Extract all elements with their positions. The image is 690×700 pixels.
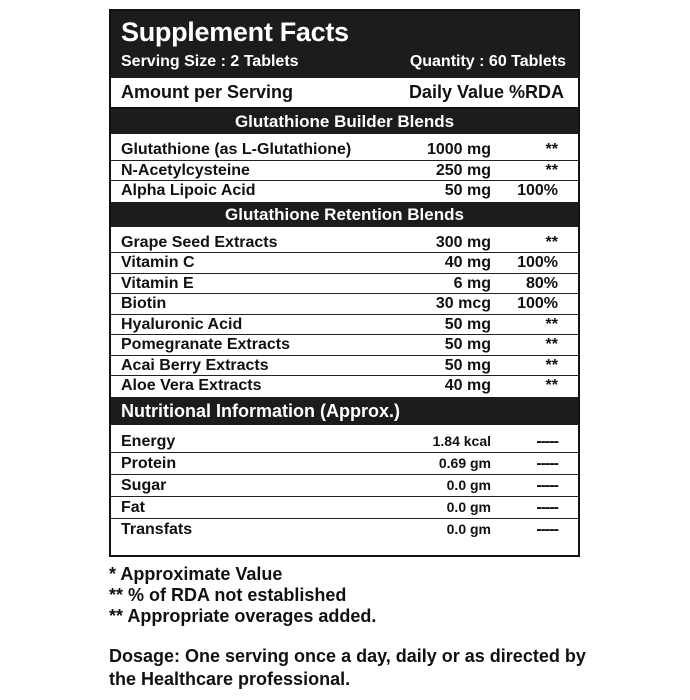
nutrient-dv: ----- (536, 520, 558, 538)
nutrient-amount: 0.0 gm (446, 476, 491, 493)
serving-info (121, 53, 566, 71)
ingredient-name: Hyaluronic Acid (121, 315, 243, 333)
ingredient-amount: 50 mg (444, 315, 491, 333)
table-row (111, 274, 578, 295)
ingredient-name: Pomegranate Extracts (121, 336, 290, 353)
ingredient-amount: 250 mg (435, 161, 491, 179)
ingredient-amount: 300 mg (435, 233, 491, 251)
table-row (111, 253, 578, 274)
footnote: ** % of RDA not established (109, 585, 347, 605)
ingredient-dv: ** (545, 233, 558, 251)
dosage-text: Dosage: One serving once a day, daily or as directed by the Healthcare professional. (109, 646, 586, 689)
ingredient-name: Acai Berry Extracts (121, 356, 269, 374)
footnote: * Approximate Value (109, 564, 283, 584)
ingredient-amount: 50 mg (444, 182, 491, 199)
ingredient-name: Aloe Vera Extracts (121, 377, 262, 394)
ingredient-amount: 50 mg (444, 336, 491, 353)
serving-size: Serving Size : 2 Tablets (121, 53, 299, 70)
ingredient-dv: ** (545, 336, 558, 353)
builder-blends-table (111, 134, 578, 202)
nutrient-amount: 0.0 gm (446, 520, 491, 537)
quantity: Quantity : 60 Tablets (409, 53, 566, 70)
table-row (111, 453, 578, 475)
table-row (111, 356, 578, 377)
nutrient-name: Sugar (121, 476, 167, 494)
supplement-facts-panel (109, 9, 580, 557)
ingredient-dv: 100% (517, 182, 558, 199)
retention-blends-band: Glutathione Retention Blends (111, 202, 578, 227)
nutrient-dv: ----- (536, 498, 558, 516)
nutrient-name: Energy (121, 432, 176, 450)
ingredient-dv: 100% (517, 254, 558, 271)
nutrition-band: Nutritional Information (Approx.) (111, 397, 578, 425)
footnote: ** Appropriate overages added. (109, 606, 377, 626)
nutrient-name: Transfats (121, 520, 193, 538)
ingredient-name: Grape Seed Extracts (121, 233, 278, 251)
amount-per-serving-row (111, 78, 578, 109)
nutrient-name: Protein (121, 454, 177, 472)
table-row (111, 376, 578, 397)
ingredient-amount: 30 mcg (435, 295, 491, 312)
ingredient-dv: 80% (525, 274, 558, 292)
ingredient-dv: ** (545, 161, 558, 179)
ingredient-name: Biotin (121, 295, 167, 312)
table-row (111, 294, 578, 315)
ingredient-dv: ** (545, 315, 558, 333)
table-row (111, 233, 578, 254)
nutrient-amount: 0.69 gm (438, 454, 491, 471)
nutrient-amount: 1.84 kcal (432, 432, 491, 449)
facts-header (111, 11, 578, 78)
daily-value-label: Daily Value %RDA (408, 82, 564, 102)
ingredient-name: Vitamin C (121, 254, 195, 271)
footnotes (109, 564, 376, 627)
ingredient-dv: ** (545, 377, 558, 394)
ingredient-name: Vitamin E (121, 274, 194, 292)
nutrient-dv: ----- (536, 454, 558, 472)
table-row (111, 181, 578, 202)
ingredient-dv: ** (545, 356, 558, 374)
table-row (111, 475, 578, 497)
table-row (111, 315, 578, 336)
nutrition-table (111, 425, 578, 541)
nutrient-amount: 0.0 gm (446, 498, 491, 515)
ingredient-amount: 40 mg (444, 377, 491, 394)
facts-title: Supplement Facts (121, 17, 349, 47)
table-row (111, 431, 578, 453)
nutrient-dv: ----- (536, 476, 558, 494)
table-row (111, 497, 578, 519)
ingredient-dv: ** (545, 141, 558, 158)
table-row (111, 519, 578, 541)
ingredient-amount: 6 mg (453, 274, 491, 292)
ingredient-name: N-Acetylcysteine (121, 161, 250, 179)
ingredient-dv: 100% (517, 295, 558, 312)
builder-blends-band: Glutathione Builder Blends (111, 109, 578, 134)
table-row (111, 335, 578, 356)
amount-per-serving-label: Amount per Serving (121, 82, 294, 102)
nutrient-name: Fat (121, 498, 145, 516)
table-row (111, 161, 578, 182)
retention-blends-table (111, 227, 578, 397)
ingredient-name: Glutathione (as L-Glutathione) (121, 141, 352, 158)
ingredient-amount: 50 mg (444, 356, 491, 374)
ingredient-amount: 1000 mg (426, 141, 491, 158)
ingredient-name: Alpha Lipoic Acid (121, 182, 256, 199)
table-row (111, 140, 578, 161)
nutrient-dv: ----- (536, 432, 558, 450)
ingredient-amount: 40 mg (444, 254, 491, 271)
